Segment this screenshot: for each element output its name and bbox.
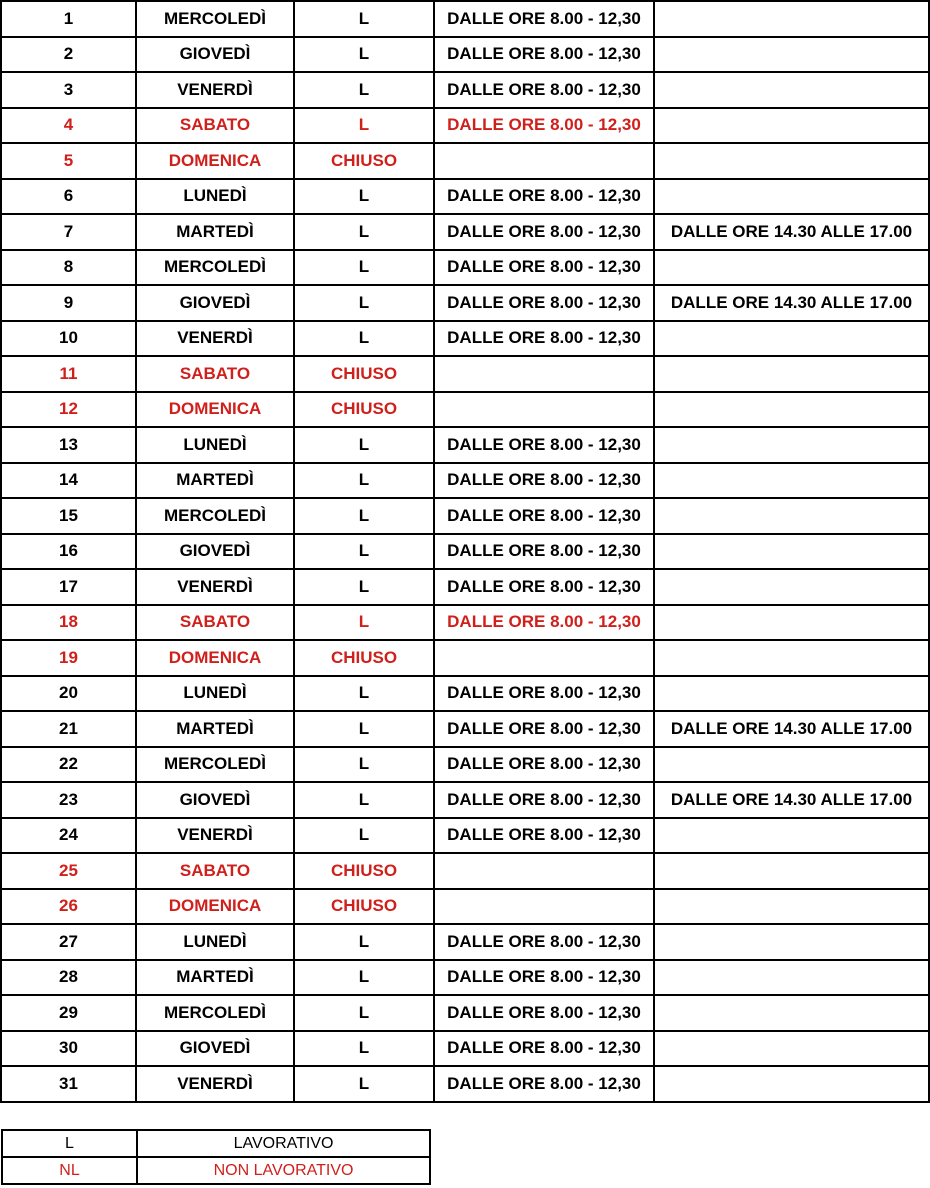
table-row xyxy=(1,1031,929,1067)
day-cell: 27 xyxy=(1,924,136,960)
legend-row xyxy=(2,1157,430,1184)
morning-hours-cell: DALLE ORE 8.00 - 12,30 xyxy=(434,1031,654,1067)
weekday-cell: LUNEDÌ xyxy=(136,924,294,960)
day-cell: 4 xyxy=(1,108,136,144)
status-cell: L xyxy=(294,179,434,215)
status-cell: L xyxy=(294,1031,434,1067)
morning-hours-cell xyxy=(434,889,654,925)
afternoon-hours-cell xyxy=(654,356,929,392)
status-cell: L xyxy=(294,72,434,108)
morning-hours-cell xyxy=(434,143,654,179)
status-cell: CHIUSO xyxy=(294,853,434,889)
legend-code: NL xyxy=(2,1157,137,1184)
status-cell: L xyxy=(294,1,434,37)
weekday-cell: GIOVEDÌ xyxy=(136,37,294,73)
weekday-cell: MERCOLEDÌ xyxy=(136,995,294,1031)
status-cell: L xyxy=(294,995,434,1031)
day-cell: 15 xyxy=(1,498,136,534)
afternoon-hours-cell xyxy=(654,818,929,854)
day-cell: 31 xyxy=(1,1066,136,1102)
morning-hours-cell: DALLE ORE 8.00 - 12,30 xyxy=(434,676,654,712)
table-row xyxy=(1,534,929,570)
morning-hours-cell: DALLE ORE 8.00 - 12,30 xyxy=(434,285,654,321)
table-row xyxy=(1,321,929,357)
weekday-cell: MARTEDÌ xyxy=(136,711,294,747)
weekday-cell: SABATO xyxy=(136,853,294,889)
day-cell: 21 xyxy=(1,711,136,747)
status-cell: L xyxy=(294,285,434,321)
table-row xyxy=(1,392,929,428)
status-cell: L xyxy=(294,711,434,747)
table-row xyxy=(1,782,929,818)
morning-hours-cell xyxy=(434,853,654,889)
weekday-cell: MERCOLEDÌ xyxy=(136,250,294,286)
table-row xyxy=(1,1,929,37)
table-row xyxy=(1,711,929,747)
day-cell: 3 xyxy=(1,72,136,108)
weekday-cell: SABATO xyxy=(136,108,294,144)
morning-hours-cell: DALLE ORE 8.00 - 12,30 xyxy=(434,321,654,357)
table-row xyxy=(1,356,929,392)
table-row xyxy=(1,463,929,499)
weekday-cell: GIOVEDÌ xyxy=(136,1031,294,1067)
weekday-cell: MERCOLEDÌ xyxy=(136,1,294,37)
afternoon-hours-cell xyxy=(654,534,929,570)
afternoon-hours-cell xyxy=(654,889,929,925)
afternoon-hours-cell xyxy=(654,960,929,996)
weekday-cell: MARTEDÌ xyxy=(136,463,294,499)
weekday-cell: GIOVEDÌ xyxy=(136,285,294,321)
day-cell: 6 xyxy=(1,179,136,215)
morning-hours-cell: DALLE ORE 8.00 - 12,30 xyxy=(434,569,654,605)
afternoon-hours-cell xyxy=(654,853,929,889)
status-cell: L xyxy=(294,498,434,534)
day-cell: 23 xyxy=(1,782,136,818)
day-cell: 17 xyxy=(1,569,136,605)
afternoon-hours-cell xyxy=(654,1031,929,1067)
afternoon-hours-cell xyxy=(654,427,929,463)
status-cell: L xyxy=(294,250,434,286)
afternoon-hours-cell xyxy=(654,747,929,783)
table-row xyxy=(1,108,929,144)
afternoon-hours-cell: DALLE ORE 14.30 ALLE 17.00 xyxy=(654,711,929,747)
morning-hours-cell: DALLE ORE 8.00 - 12,30 xyxy=(434,747,654,783)
day-cell: 16 xyxy=(1,534,136,570)
weekday-cell: MARTEDÌ xyxy=(136,960,294,996)
morning-hours-cell: DALLE ORE 8.00 - 12,30 xyxy=(434,1,654,37)
status-cell: L xyxy=(294,427,434,463)
status-cell: CHIUSO xyxy=(294,143,434,179)
afternoon-hours-cell xyxy=(654,498,929,534)
status-cell: L xyxy=(294,960,434,996)
day-cell: 14 xyxy=(1,463,136,499)
weekday-cell: DOMENICA xyxy=(136,392,294,428)
legend-label: NON LAVORATIVO xyxy=(137,1157,430,1184)
weekday-cell: VENERDÌ xyxy=(136,818,294,854)
day-cell: 26 xyxy=(1,889,136,925)
afternoon-hours-cell xyxy=(654,321,929,357)
day-cell: 5 xyxy=(1,143,136,179)
morning-hours-cell: DALLE ORE 8.00 - 12,30 xyxy=(434,818,654,854)
weekday-cell: LUNEDÌ xyxy=(136,427,294,463)
day-cell: 2 xyxy=(1,37,136,73)
table-row xyxy=(1,889,929,925)
day-cell: 19 xyxy=(1,640,136,676)
legend-table xyxy=(1,1129,431,1185)
status-cell: L xyxy=(294,818,434,854)
status-cell: L xyxy=(294,782,434,818)
table-row xyxy=(1,676,929,712)
table-row xyxy=(1,250,929,286)
status-cell: L xyxy=(294,534,434,570)
afternoon-hours-cell xyxy=(654,37,929,73)
table-row xyxy=(1,960,929,996)
weekday-cell: VENERDÌ xyxy=(136,569,294,605)
weekday-cell: MERCOLEDÌ xyxy=(136,498,294,534)
legend-code: L xyxy=(2,1130,137,1157)
morning-hours-cell: DALLE ORE 8.00 - 12,30 xyxy=(434,214,654,250)
morning-hours-cell: DALLE ORE 8.00 - 12,30 xyxy=(434,72,654,108)
status-cell: L xyxy=(294,321,434,357)
afternoon-hours-cell xyxy=(654,250,929,286)
weekday-cell: GIOVEDÌ xyxy=(136,534,294,570)
afternoon-hours-cell xyxy=(654,569,929,605)
status-cell: L xyxy=(294,37,434,73)
day-cell: 29 xyxy=(1,995,136,1031)
day-cell: 12 xyxy=(1,392,136,428)
table-row xyxy=(1,605,929,641)
table-row xyxy=(1,427,929,463)
morning-hours-cell: DALLE ORE 8.00 - 12,30 xyxy=(434,463,654,499)
table-row xyxy=(1,179,929,215)
morning-hours-cell: DALLE ORE 8.00 - 12,30 xyxy=(434,1066,654,1102)
afternoon-hours-cell xyxy=(654,179,929,215)
morning-hours-cell: DALLE ORE 8.00 - 12,30 xyxy=(434,605,654,641)
status-cell: CHIUSO xyxy=(294,640,434,676)
afternoon-hours-cell xyxy=(654,392,929,428)
table-row xyxy=(1,37,929,73)
weekday-cell: VENERDÌ xyxy=(136,1066,294,1102)
table-row xyxy=(1,569,929,605)
day-cell: 28 xyxy=(1,960,136,996)
legend-body xyxy=(2,1130,430,1184)
morning-hours-cell: DALLE ORE 8.00 - 12,30 xyxy=(434,995,654,1031)
day-cell: 25 xyxy=(1,853,136,889)
table-row xyxy=(1,498,929,534)
day-cell: 30 xyxy=(1,1031,136,1067)
morning-hours-cell: DALLE ORE 8.00 - 12,30 xyxy=(434,250,654,286)
morning-hours-cell xyxy=(434,640,654,676)
status-cell: L xyxy=(294,1066,434,1102)
afternoon-hours-cell xyxy=(654,72,929,108)
weekday-cell: LUNEDÌ xyxy=(136,179,294,215)
morning-hours-cell: DALLE ORE 8.00 - 12,30 xyxy=(434,924,654,960)
table-row xyxy=(1,1066,929,1102)
morning-hours-cell: DALLE ORE 8.00 - 12,30 xyxy=(434,179,654,215)
afternoon-hours-cell xyxy=(654,143,929,179)
day-cell: 22 xyxy=(1,747,136,783)
status-cell: CHIUSO xyxy=(294,392,434,428)
weekday-cell: DOMENICA xyxy=(136,143,294,179)
table-row xyxy=(1,72,929,108)
afternoon-hours-cell xyxy=(654,995,929,1031)
table-row xyxy=(1,924,929,960)
morning-hours-cell xyxy=(434,392,654,428)
afternoon-hours-cell xyxy=(654,1,929,37)
morning-hours-cell: DALLE ORE 8.00 - 12,30 xyxy=(434,534,654,570)
weekday-cell: MERCOLEDÌ xyxy=(136,747,294,783)
status-cell: L xyxy=(294,605,434,641)
day-cell: 1 xyxy=(1,1,136,37)
morning-hours-cell: DALLE ORE 8.00 - 12,30 xyxy=(434,427,654,463)
afternoon-hours-cell xyxy=(654,676,929,712)
morning-hours-cell xyxy=(434,356,654,392)
afternoon-hours-cell: DALLE ORE 14.30 ALLE 17.00 xyxy=(654,214,929,250)
legend-label: LAVORATIVO xyxy=(137,1130,430,1157)
day-cell: 10 xyxy=(1,321,136,357)
weekday-cell: MARTEDÌ xyxy=(136,214,294,250)
table-row xyxy=(1,640,929,676)
legend-row xyxy=(2,1130,430,1157)
weekday-cell: DOMENICA xyxy=(136,640,294,676)
morning-hours-cell: DALLE ORE 8.00 - 12,30 xyxy=(434,960,654,996)
table-row xyxy=(1,853,929,889)
morning-hours-cell: DALLE ORE 8.00 - 12,30 xyxy=(434,782,654,818)
afternoon-hours-cell xyxy=(654,640,929,676)
afternoon-hours-cell xyxy=(654,924,929,960)
table-row xyxy=(1,818,929,854)
status-cell: CHIUSO xyxy=(294,356,434,392)
afternoon-hours-cell xyxy=(654,605,929,641)
weekday-cell: SABATO xyxy=(136,356,294,392)
weekday-cell: VENERDÌ xyxy=(136,321,294,357)
day-cell: 13 xyxy=(1,427,136,463)
status-cell: L xyxy=(294,924,434,960)
day-cell: 20 xyxy=(1,676,136,712)
status-cell: L xyxy=(294,569,434,605)
morning-hours-cell: DALLE ORE 8.00 - 12,30 xyxy=(434,498,654,534)
schedule-body xyxy=(1,1,929,1102)
day-cell: 7 xyxy=(1,214,136,250)
status-cell: L xyxy=(294,747,434,783)
afternoon-hours-cell: DALLE ORE 14.30 ALLE 17.00 xyxy=(654,782,929,818)
day-cell: 11 xyxy=(1,356,136,392)
weekday-cell: LUNEDÌ xyxy=(136,676,294,712)
status-cell: L xyxy=(294,463,434,499)
day-cell: 8 xyxy=(1,250,136,286)
table-row xyxy=(1,995,929,1031)
afternoon-hours-cell: DALLE ORE 14.30 ALLE 17.00 xyxy=(654,285,929,321)
table-row xyxy=(1,285,929,321)
morning-hours-cell: DALLE ORE 8.00 - 12,30 xyxy=(434,108,654,144)
status-cell: L xyxy=(294,676,434,712)
status-cell: L xyxy=(294,214,434,250)
weekday-cell: GIOVEDÌ xyxy=(136,782,294,818)
day-cell: 24 xyxy=(1,818,136,854)
afternoon-hours-cell xyxy=(654,1066,929,1102)
day-cell: 18 xyxy=(1,605,136,641)
status-cell: L xyxy=(294,108,434,144)
table-row xyxy=(1,214,929,250)
weekday-cell: SABATO xyxy=(136,605,294,641)
morning-hours-cell: DALLE ORE 8.00 - 12,30 xyxy=(434,711,654,747)
morning-hours-cell: DALLE ORE 8.00 - 12,30 xyxy=(434,37,654,73)
weekday-cell: VENERDÌ xyxy=(136,72,294,108)
afternoon-hours-cell xyxy=(654,463,929,499)
status-cell: CHIUSO xyxy=(294,889,434,925)
table-row xyxy=(1,747,929,783)
weekday-cell: DOMENICA xyxy=(136,889,294,925)
day-cell: 9 xyxy=(1,285,136,321)
afternoon-hours-cell xyxy=(654,108,929,144)
table-row xyxy=(1,143,929,179)
